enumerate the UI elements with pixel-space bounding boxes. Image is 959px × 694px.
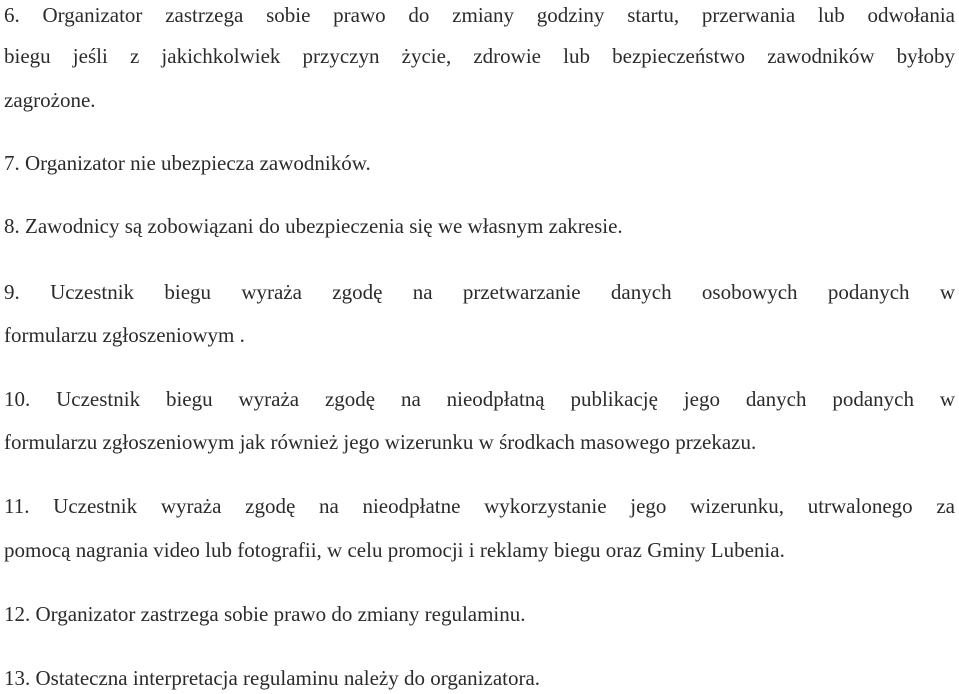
paragraph-10-line-2: formularzu zgłoszeniowym jak również jego wizerunku w środkach masowego przekazu. [4, 430, 757, 454]
paragraph-6-line-2: biegu jeśli z jakichkolwiek przyczyn życie, zdrowie lub bezpieczeństwo zawodników byłoby [4, 44, 955, 68]
paragraph-12: 12. Organizator zastrzega sobie prawo do zmiany regulaminu. [4, 602, 526, 626]
paragraph-6-line-3: zagrożone. [4, 88, 96, 112]
paragraph-6-line-1: 6. Organizator zastrzega sobie prawo do zmiany godziny startu, przerwania lub odwołania [4, 3, 955, 27]
paragraph-7: 7. Organizator nie ubezpiecza zawodników. [4, 151, 371, 175]
paragraph-8: 8. Zawodnicy są zobowiązani do ubezpieczenia się we własnym zakresie. [4, 214, 623, 238]
paragraph-11-line-2: pomocą nagrania video lub fotografii, w celu promocji i reklamy biegu oraz Gminy Lubenia. [4, 538, 785, 562]
paragraph-10-line-1: 10. Uczestnik biegu wyraża zgodę na nieodpłatną publikację jego danych podanych w [4, 387, 955, 411]
paragraph-11-line-1: 11. Uczestnik wyraża zgodę na nieodpłatne wykorzystanie jego wizerunku, utrwalonego za [4, 494, 955, 518]
paragraph-9-line-1: 9. Uczestnik biegu wyraża zgodę na przetwarzanie danych osobowych podanych w [4, 280, 955, 304]
paragraph-13: 13. Ostateczna interpretacja regulaminu należy do organizatora. [4, 666, 541, 690]
paragraph-9-line-2: formularzu zgłoszeniowym . [4, 323, 245, 347]
